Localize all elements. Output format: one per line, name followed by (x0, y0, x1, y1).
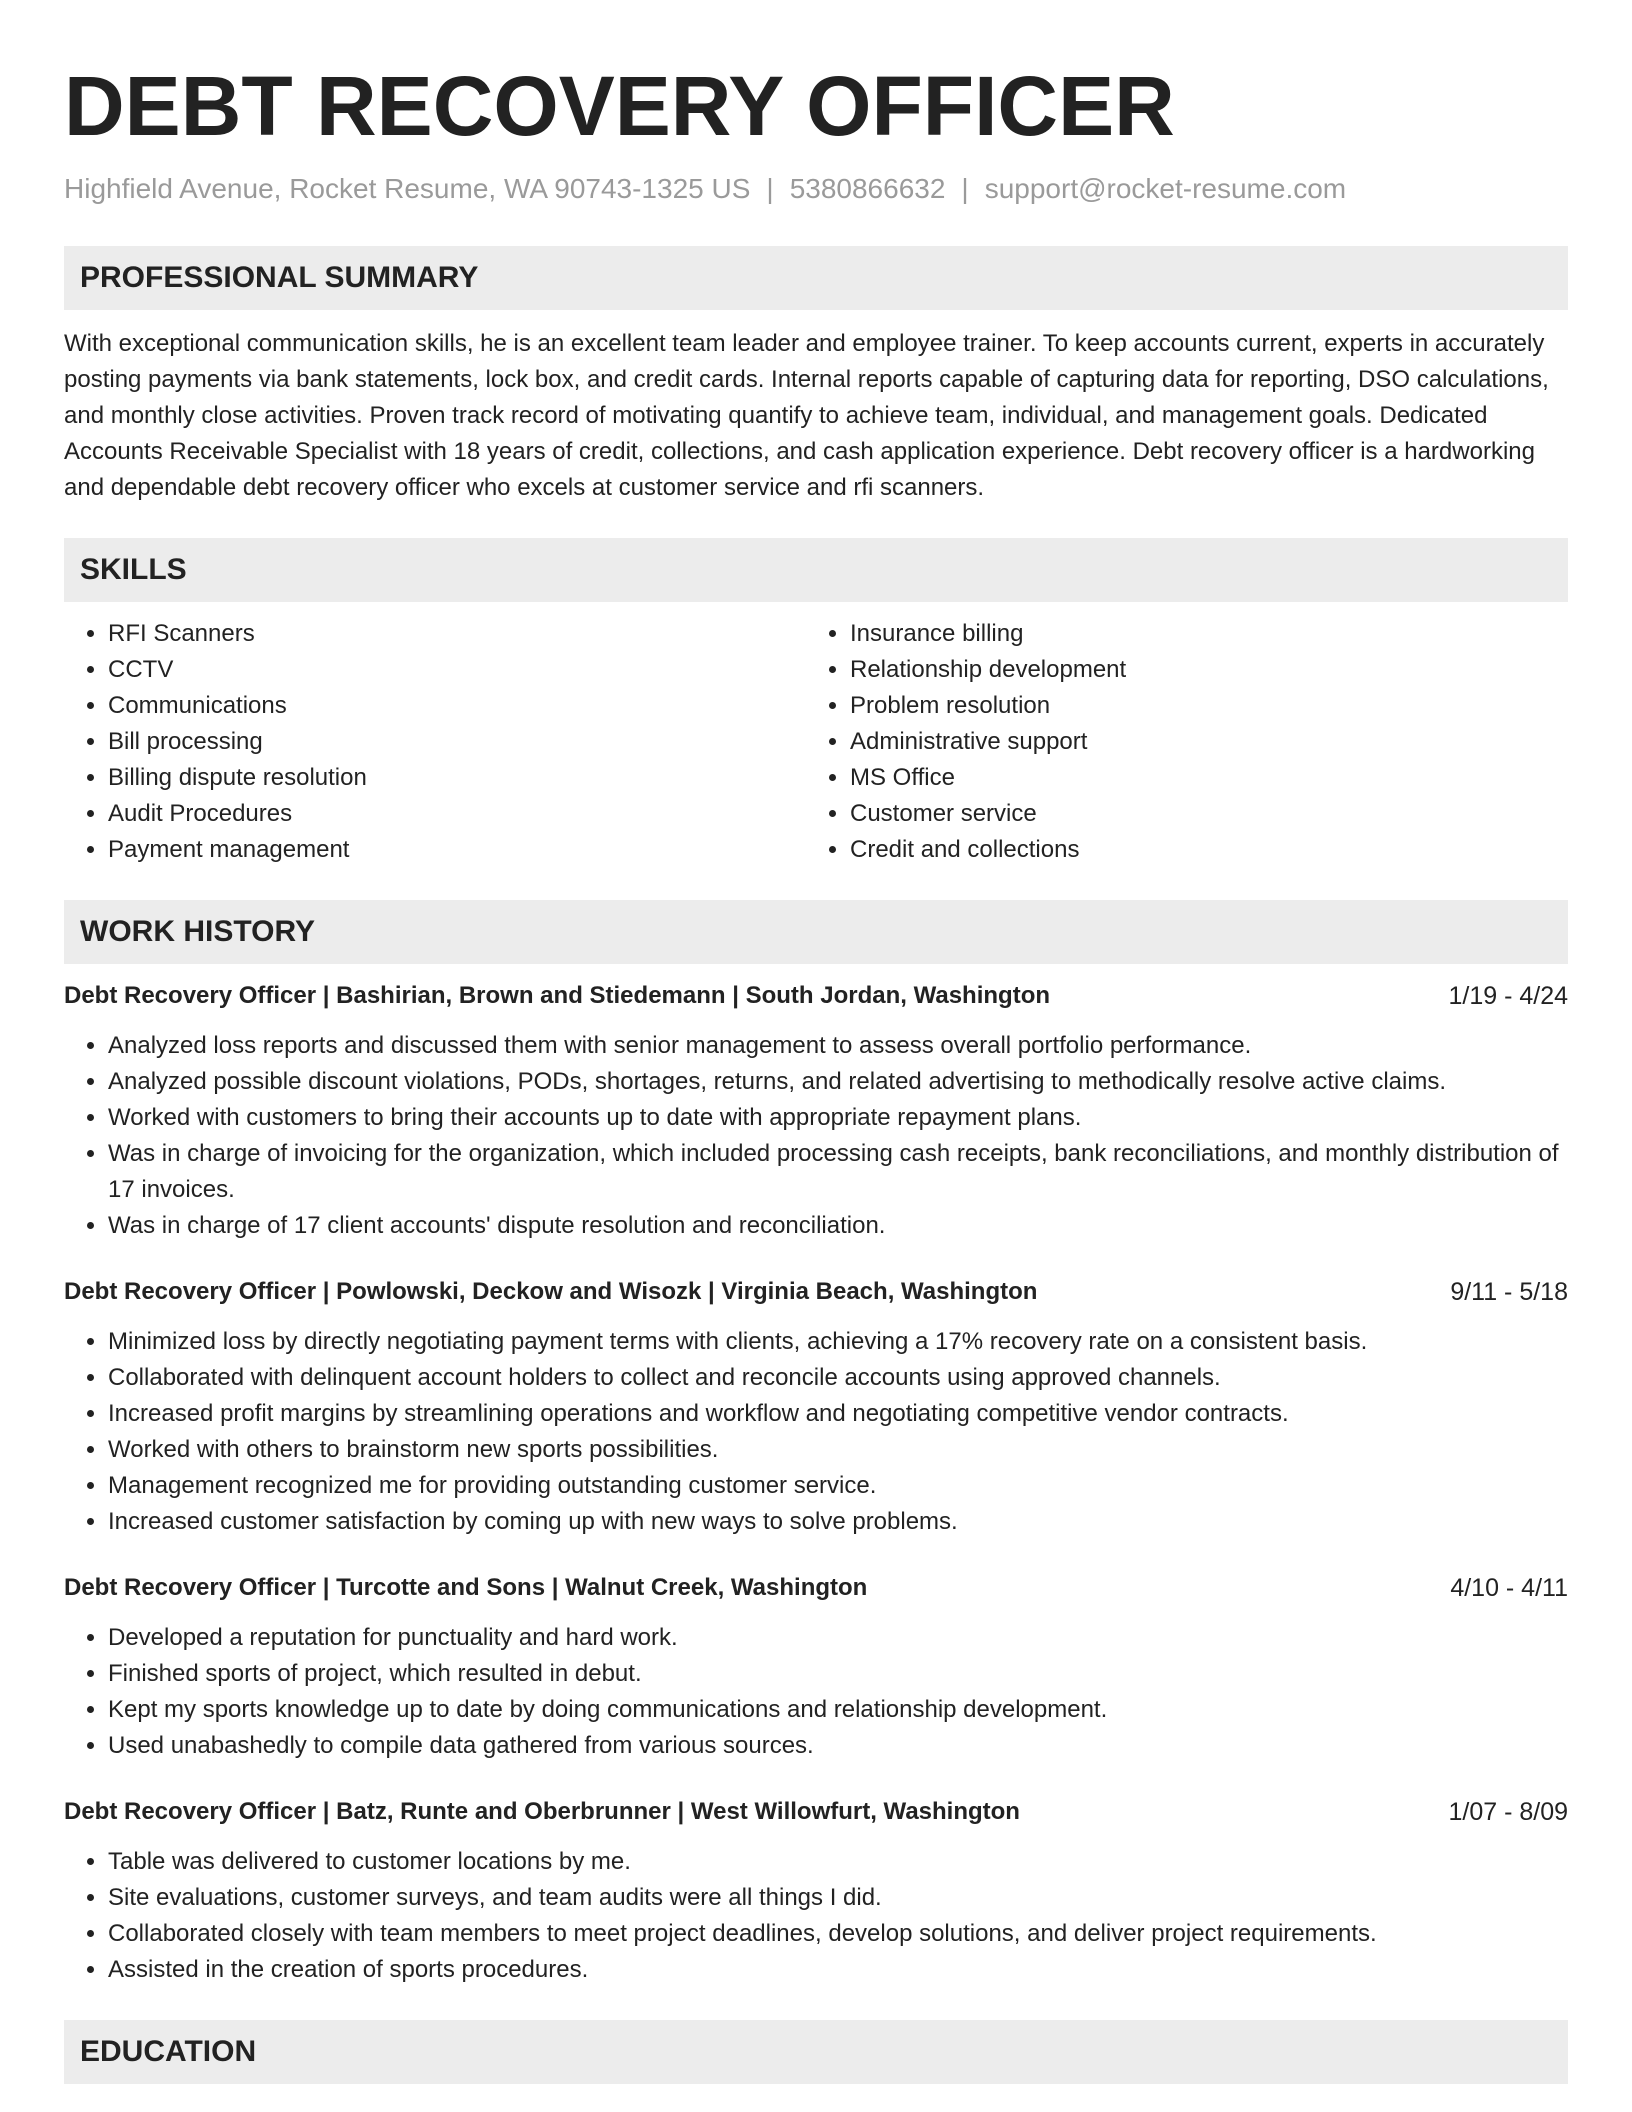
job-heading: Debt Recovery Officer | Bashirian, Brown and Stiedemann | South Jordan, Washington (64, 982, 1051, 1009)
job-heading-row (64, 1570, 1568, 1606)
job-bullet: • Collaborated with delinquent account holders to collect and reconcile accounts using approved channels. (108, 1360, 1568, 1396)
job-dates: 9/11 - 5/18 (1450, 1278, 1568, 1306)
job-bullets (64, 1620, 1568, 1764)
contact-phone: 5380866632 (789, 173, 946, 204)
job-heading: Debt Recovery Officer | Batz, Runte and Oberbrunner | West Willowfurt, Washington (64, 1798, 1020, 1825)
skill-item: • CCTV (108, 652, 806, 688)
contact-address: Highfield Avenue, Rocket Resume, WA 90743-1325 US (64, 173, 751, 204)
job-bullet: • Collaborated closely with team members to meet project deadlines, develop solutions, and deliver project requirements. (108, 1916, 1568, 1952)
job-bullet: • Assisted in the creation of sports procedures. (108, 1952, 1568, 1988)
skills-list (64, 616, 1568, 868)
skill-item: • Customer service (850, 796, 1548, 832)
skill-item: • RFI Scanners (108, 616, 806, 652)
skill-item: • Billing dispute resolution (108, 760, 806, 796)
summary-text: With exceptional communication skills, he is an excellent team leader and employee trainer. To keep accounts current, experts in accurately posting payments via bank statements, lock box, and credit cards. Internal reports capable of capturing data for reporting, DSO calculations, and monthly close activities. Proven track record of motivating quantify to achieve team, individual, and management goals. Dedicated Accounts Receivable Specialist with 18 years of credit, collections, and cash application experience. Debt recovery officer is a hardworking and dependable debt recovery officer who excels at customer service and rfi scanners. (64, 330, 1549, 501)
section-header-summary: PROFESSIONAL SUMMARY (64, 246, 1568, 310)
skills-column-right (806, 616, 1548, 868)
job-bullets (64, 1844, 1568, 1988)
job-heading-row (64, 978, 1568, 1014)
skill-item: • Payment management (108, 832, 806, 868)
resume-page (64, 0, 1568, 2084)
job-entry (64, 1274, 1568, 1540)
job-bullet: • Finished sports of project, which resulted in debut. (108, 1656, 1568, 1692)
job-bullet: • Analyzed possible discount violations, PODs, shortages, returns, and related advertising to methodically resolve active claims. (108, 1064, 1568, 1100)
job-dates: 1/07 - 8/09 (1448, 1798, 1568, 1826)
job-heading-row (64, 1794, 1568, 1830)
job-bullet: • Site evaluations, customer surveys, and team audits were all things I did. (108, 1880, 1568, 1916)
skill-item: • MS Office (850, 760, 1548, 796)
job-bullets (64, 1324, 1568, 1540)
job-bullets (64, 1028, 1568, 1244)
job-dates: 1/19 - 4/24 (1448, 982, 1568, 1010)
job-bullet: • Worked with others to brainstorm new sports possibilities. (108, 1432, 1568, 1468)
job-bullet: • Increased profit margins by streamlining operations and workflow and negotiating competitive vendor contracts. (108, 1396, 1568, 1432)
job-bullet: • Developed a reputation for punctuality and hard work. (108, 1620, 1568, 1656)
job-entry (64, 1570, 1568, 1764)
job-entry (64, 978, 1568, 1244)
job-bullet: • Management recognized me for providing outstanding customer service. (108, 1468, 1568, 1504)
job-dates: 4/10 - 4/11 (1450, 1574, 1568, 1602)
job-bullet: • Minimized loss by directly negotiating payment terms with clients, achieving a 17% recovery rate on a consistent basis. (108, 1324, 1568, 1360)
section-header-work-history: WORK HISTORY (64, 900, 1568, 964)
job-bullet: • Used unabashedly to compile data gathered from various sources. (108, 1728, 1568, 1764)
job-heading: Debt Recovery Officer | Turcotte and Sons | Walnut Creek, Washington (64, 1574, 868, 1601)
contact-separator: | (961, 173, 969, 204)
contact-line (64, 172, 1568, 206)
job-heading: Debt Recovery Officer | Powlowski, Deckow and Wisozk | Virginia Beach, Washington (64, 1278, 1038, 1305)
skill-item: • Audit Procedures (108, 796, 806, 832)
job-entry (64, 1794, 1568, 1988)
contact-separator: | (766, 173, 774, 204)
job-heading-row (64, 1274, 1568, 1310)
job-bullet: • Kept my sports knowledge up to date by doing communications and relationship development. (108, 1692, 1568, 1728)
job-bullet: • Was in charge of invoicing for the organization, which included processing cash receipts, bank reconciliations, and monthly distribution of 17 invoices. (108, 1136, 1568, 1208)
skills-column-left (64, 616, 806, 868)
section-header-education: EDUCATION (64, 2020, 1568, 2084)
skill-item: • Insurance billing (850, 616, 1548, 652)
skill-item: • Bill processing (108, 724, 806, 760)
contact-email[interactable]: support@rocket-resume.com (984, 173, 1347, 204)
job-bullet: • Increased customer satisfaction by coming up with new ways to solve problems. (108, 1504, 1568, 1540)
skill-item: • Relationship development (850, 652, 1548, 688)
job-bullet: • Analyzed loss reports and discussed them with senior management to assess overall portfolio performance. (108, 1028, 1568, 1064)
job-bullet: • Worked with customers to bring their accounts up to date with appropriate repayment plans. (108, 1100, 1568, 1136)
skill-item: • Problem resolution (850, 688, 1548, 724)
page-title: DEBT RECOVERY OFFICER (64, 59, 1175, 153)
job-bullet: • Was in charge of 17 client accounts' dispute resolution and reconciliation. (108, 1208, 1568, 1244)
section-header-skills: SKILLS (64, 538, 1568, 602)
skill-item: • Administrative support (850, 724, 1548, 760)
job-bullet: • Table was delivered to customer locations by me. (108, 1844, 1568, 1880)
skill-item: • Credit and collections (850, 832, 1548, 868)
skill-item: • Communications (108, 688, 806, 724)
